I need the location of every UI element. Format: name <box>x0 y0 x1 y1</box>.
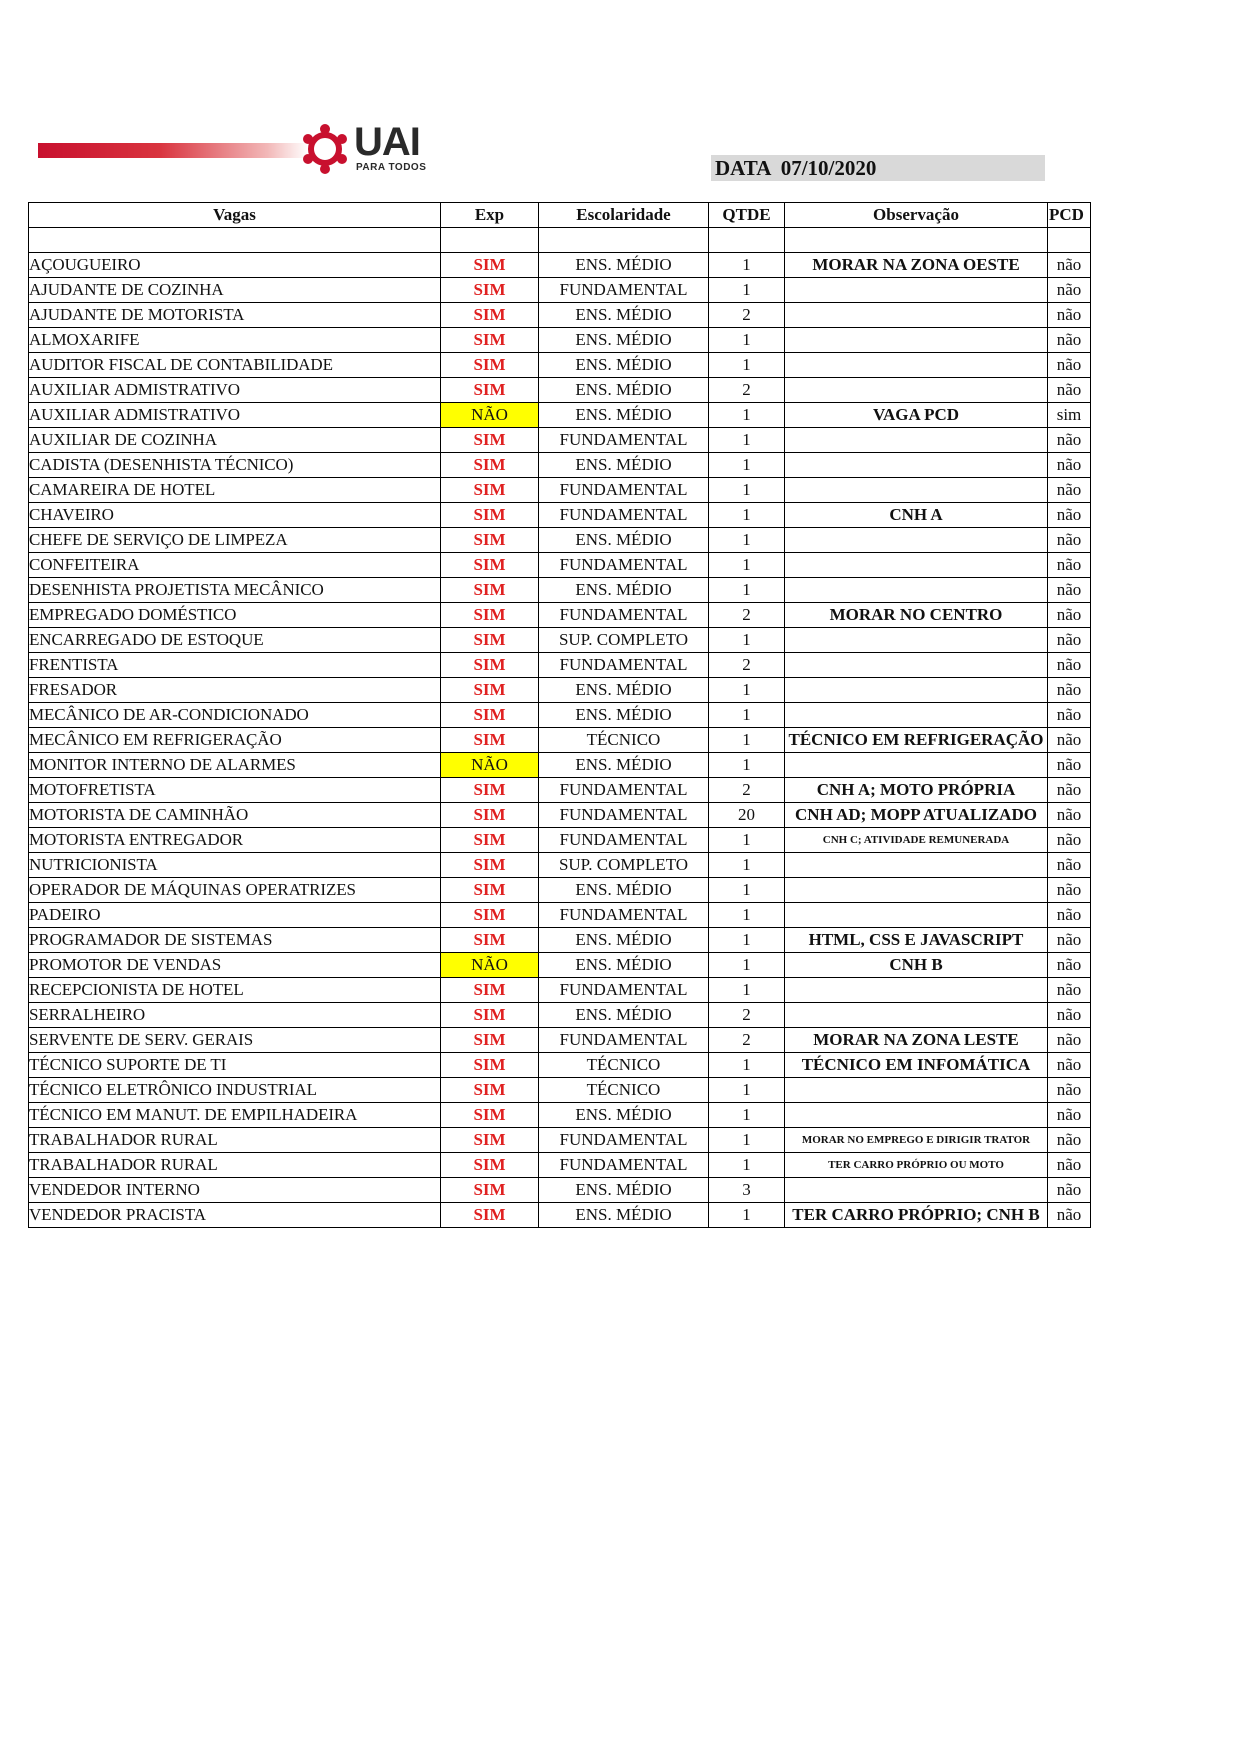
cell-vaga: FRESADOR <box>29 678 441 703</box>
cell-vaga: AUXILIAR DE COZINHA <box>29 428 441 453</box>
table-row <box>29 478 1091 503</box>
cell-escolaridade: SUP. COMPLETO <box>539 853 709 878</box>
cell-exp: SIM <box>441 528 539 553</box>
cell-exp: SIM <box>441 303 539 328</box>
cell-observacao <box>785 578 1048 603</box>
cell-pcd: não <box>1048 428 1091 453</box>
cell-escolaridade: ENS. MÉDIO <box>539 878 709 903</box>
cell-escolaridade: ENS. MÉDIO <box>539 353 709 378</box>
table-row <box>29 703 1091 728</box>
cell-pcd: não <box>1048 553 1091 578</box>
cell-qtde: 1 <box>709 253 785 278</box>
cell-pcd: não <box>1048 753 1091 778</box>
people-circle-logo-icon <box>298 122 352 176</box>
cell-observacao: VAGA PCD <box>785 403 1048 428</box>
cell-escolaridade: TÉCNICO <box>539 1078 709 1103</box>
cell-pcd: não <box>1048 828 1091 853</box>
cell-vaga: MECÂNICO EM REFRIGERAÇÃO <box>29 728 441 753</box>
cell-qtde: 2 <box>709 1028 785 1053</box>
cell-pcd: não <box>1048 628 1091 653</box>
cell-pcd: não <box>1048 803 1091 828</box>
header-vagas: Vagas <box>29 203 441 228</box>
cell-qtde: 1 <box>709 878 785 903</box>
cell-vaga: VENDEDOR PRACISTA <box>29 1203 441 1228</box>
logo-tagline: PARA TODOS <box>356 162 427 173</box>
cell-observacao <box>785 853 1048 878</box>
cell-escolaridade: FUNDAMENTAL <box>539 278 709 303</box>
cell-vaga: OPERADOR DE MÁQUINAS OPERATRIZES <box>29 878 441 903</box>
cell-observacao: TÉCNICO EM REFRIGERAÇÃO <box>785 728 1048 753</box>
cell-exp: SIM <box>441 728 539 753</box>
cell-vaga: AÇOUGUEIRO <box>29 253 441 278</box>
date-label: DATA 07/10/2020 <box>711 155 1045 181</box>
cell-escolaridade: ENS. MÉDIO <box>539 328 709 353</box>
cell-pcd: não <box>1048 1128 1091 1153</box>
cell-qtde: 1 <box>709 1203 785 1228</box>
cell-exp: SIM <box>441 653 539 678</box>
cell-vaga: CHEFE DE SERVIÇO DE LIMPEZA <box>29 528 441 553</box>
cell-exp: SIM <box>441 678 539 703</box>
cell-observacao: CNH A; MOTO PRÓPRIA <box>785 778 1048 803</box>
cell-pcd: não <box>1048 253 1091 278</box>
cell-vaga: MECÂNICO DE AR-CONDICIONADO <box>29 703 441 728</box>
cell-vaga: ENCARREGADO DE ESTOQUE <box>29 628 441 653</box>
table-row <box>29 1153 1091 1178</box>
cell-vaga: TÉCNICO EM MANUT. DE EMPILHADEIRA <box>29 1103 441 1128</box>
cell-qtde: 1 <box>709 403 785 428</box>
cell-escolaridade: FUNDAMENTAL <box>539 903 709 928</box>
cell-exp: SIM <box>441 1128 539 1153</box>
cell-observacao: TER CARRO PRÓPRIO; CNH B <box>785 1203 1048 1228</box>
cell-pcd: não <box>1048 1203 1091 1228</box>
cell-vaga: TÉCNICO ELETRÔNICO INDUSTRIAL <box>29 1078 441 1103</box>
cell-escolaridade: FUNDAMENTAL <box>539 803 709 828</box>
cell-qtde: 2 <box>709 653 785 678</box>
cell-observacao <box>785 378 1048 403</box>
cell-escolaridade: TÉCNICO <box>539 728 709 753</box>
cell-observacao <box>785 653 1048 678</box>
cell-escolaridade: FUNDAMENTAL <box>539 503 709 528</box>
table-row <box>29 753 1091 778</box>
cell-exp: SIM <box>441 1178 539 1203</box>
cell-vaga: RECEPCIONISTA DE HOTEL <box>29 978 441 1003</box>
cell-qtde: 1 <box>709 1128 785 1153</box>
cell-vaga: EMPREGADO DOMÉSTICO <box>29 603 441 628</box>
cell-pcd: sim <box>1048 403 1091 428</box>
cell-escolaridade: ENS. MÉDIO <box>539 403 709 428</box>
cell-escolaridade: ENS. MÉDIO <box>539 703 709 728</box>
cell-pcd: não <box>1048 1028 1091 1053</box>
cell-escolaridade: FUNDAMENTAL <box>539 1128 709 1153</box>
cell-pcd: não <box>1048 703 1091 728</box>
cell-pcd: não <box>1048 903 1091 928</box>
cell-exp: SIM <box>441 378 539 403</box>
table-row <box>29 528 1091 553</box>
cell-observacao <box>785 1103 1048 1128</box>
empty-spacer-row <box>29 228 1091 253</box>
cell-vaga: AUXILIAR ADMISTRATIVO <box>29 378 441 403</box>
table-row <box>29 728 1091 753</box>
cell-exp: SIM <box>441 253 539 278</box>
cell-pcd: não <box>1048 578 1091 603</box>
cell-observacao: CNH A <box>785 503 1048 528</box>
cell-qtde: 1 <box>709 503 785 528</box>
cell-exp: SIM <box>441 578 539 603</box>
table-header-row <box>29 203 1091 228</box>
cell-observacao <box>785 903 1048 928</box>
table-row <box>29 1078 1091 1103</box>
cell-escolaridade: FUNDAMENTAL <box>539 778 709 803</box>
cell-exp: SIM <box>441 428 539 453</box>
cell-escolaridade: FUNDAMENTAL <box>539 478 709 503</box>
cell-exp: SIM <box>441 478 539 503</box>
cell-observacao <box>785 628 1048 653</box>
cell-pcd: não <box>1048 1003 1091 1028</box>
cell-exp: NÃO <box>441 403 539 428</box>
table-row <box>29 878 1091 903</box>
table-row <box>29 903 1091 928</box>
cell-escolaridade: ENS. MÉDIO <box>539 753 709 778</box>
cell-pcd: não <box>1048 453 1091 478</box>
header-escolaridade: Escolaridade <box>539 203 709 228</box>
cell-observacao <box>785 678 1048 703</box>
table-row <box>29 678 1091 703</box>
cell-qtde: 1 <box>709 478 785 503</box>
table-row <box>29 778 1091 803</box>
cell-exp: SIM <box>441 1103 539 1128</box>
cell-qtde: 1 <box>709 853 785 878</box>
cell-escolaridade: ENS. MÉDIO <box>539 578 709 603</box>
cell-escolaridade: FUNDAMENTAL <box>539 1153 709 1178</box>
table-row <box>29 403 1091 428</box>
cell-exp: SIM <box>441 978 539 1003</box>
cell-vaga: CHAVEIRO <box>29 503 441 528</box>
cell-exp: SIM <box>441 1053 539 1078</box>
cell-exp: SIM <box>441 1003 539 1028</box>
cell-qtde: 1 <box>709 1153 785 1178</box>
cell-qtde: 1 <box>709 628 785 653</box>
cell-pcd: não <box>1048 653 1091 678</box>
header-qtde: QTDE <box>709 203 785 228</box>
cell-observacao: TER CARRO PRÓPRIO OU MOTO <box>785 1153 1048 1178</box>
cell-exp: SIM <box>441 928 539 953</box>
cell-exp: SIM <box>441 553 539 578</box>
table-row <box>29 503 1091 528</box>
table-row <box>29 253 1091 278</box>
cell-observacao <box>785 1078 1048 1103</box>
cell-qtde: 1 <box>709 1103 785 1128</box>
table-row <box>29 1103 1091 1128</box>
cell-escolaridade: FUNDAMENTAL <box>539 978 709 1003</box>
cell-exp: NÃO <box>441 753 539 778</box>
cell-pcd: não <box>1048 528 1091 553</box>
cell-pcd: não <box>1048 1053 1091 1078</box>
cell-qtde: 1 <box>709 928 785 953</box>
cell-escolaridade: ENS. MÉDIO <box>539 1178 709 1203</box>
cell-vaga: SERVENTE DE SERV. GERAIS <box>29 1028 441 1053</box>
cell-observacao: CNH AD; MOPP ATUALIZADO <box>785 803 1048 828</box>
cell-pcd: não <box>1048 503 1091 528</box>
cell-exp: SIM <box>441 278 539 303</box>
table-row <box>29 828 1091 853</box>
cell-vaga: TRABALHADOR RURAL <box>29 1128 441 1153</box>
cell-escolaridade: FUNDAMENTAL <box>539 1028 709 1053</box>
cell-observacao <box>785 278 1048 303</box>
cell-exp: SIM <box>441 603 539 628</box>
cell-observacao <box>785 353 1048 378</box>
cell-pcd: não <box>1048 603 1091 628</box>
cell-exp: NÃO <box>441 953 539 978</box>
cell-qtde: 1 <box>709 553 785 578</box>
cell-vaga: AJUDANTE DE MOTORISTA <box>29 303 441 328</box>
cell-observacao: TÉCNICO EM INFOMÁTICA <box>785 1053 1048 1078</box>
cell-qtde: 1 <box>709 728 785 753</box>
header-exp: Exp <box>441 203 539 228</box>
cell-observacao: CNH C; ATIVIDADE REMUNERADA <box>785 828 1048 853</box>
table-row <box>29 428 1091 453</box>
cell-exp: SIM <box>441 878 539 903</box>
cell-escolaridade: ENS. MÉDIO <box>539 378 709 403</box>
header-red-bar <box>38 143 308 158</box>
cell-observacao <box>785 878 1048 903</box>
cell-vaga: SERRALHEIRO <box>29 1003 441 1028</box>
table-row <box>29 1178 1091 1203</box>
table-row <box>29 928 1091 953</box>
cell-qtde: 1 <box>709 328 785 353</box>
cell-observacao: MORAR NA ZONA LESTE <box>785 1028 1048 1053</box>
cell-qtde: 2 <box>709 1003 785 1028</box>
cell-escolaridade: ENS. MÉDIO <box>539 528 709 553</box>
cell-escolaridade: FUNDAMENTAL <box>539 828 709 853</box>
cell-vaga: CONFEITEIRA <box>29 553 441 578</box>
cell-qtde: 2 <box>709 303 785 328</box>
cell-qtde: 1 <box>709 678 785 703</box>
cell-exp: SIM <box>441 628 539 653</box>
cell-pcd: não <box>1048 878 1091 903</box>
cell-pcd: não <box>1048 1103 1091 1128</box>
cell-qtde: 1 <box>709 903 785 928</box>
cell-vaga: ALMOXARIFE <box>29 328 441 353</box>
cell-vaga: NUTRICIONISTA <box>29 853 441 878</box>
header-pcd: PCD <box>1048 203 1091 228</box>
cell-observacao <box>785 553 1048 578</box>
cell-pcd: não <box>1048 978 1091 1003</box>
cell-escolaridade: ENS. MÉDIO <box>539 1003 709 1028</box>
cell-qtde: 1 <box>709 1053 785 1078</box>
cell-qtde: 1 <box>709 703 785 728</box>
table-row <box>29 603 1091 628</box>
cell-vaga: PROMOTOR DE VENDAS <box>29 953 441 978</box>
cell-qtde: 3 <box>709 1178 785 1203</box>
cell-pcd: não <box>1048 728 1091 753</box>
cell-escolaridade: ENS. MÉDIO <box>539 253 709 278</box>
cell-pcd: não <box>1048 278 1091 303</box>
cell-pcd: não <box>1048 928 1091 953</box>
cell-pcd: não <box>1048 478 1091 503</box>
cell-exp: SIM <box>441 803 539 828</box>
cell-qtde: 1 <box>709 353 785 378</box>
cell-vaga: TÉCNICO SUPORTE DE TI <box>29 1053 441 1078</box>
cell-pcd: não <box>1048 853 1091 878</box>
table-row <box>29 1128 1091 1153</box>
cell-vaga: MONITOR INTERNO DE ALARMES <box>29 753 441 778</box>
cell-pcd: não <box>1048 328 1091 353</box>
cell-qtde: 1 <box>709 1078 785 1103</box>
cell-escolaridade: FUNDAMENTAL <box>539 603 709 628</box>
cell-vaga: CAMAREIRA DE HOTEL <box>29 478 441 503</box>
cell-vaga: MOTORISTA DE CAMINHÃO <box>29 803 441 828</box>
cell-observacao <box>785 303 1048 328</box>
cell-observacao <box>785 453 1048 478</box>
cell-pcd: não <box>1048 778 1091 803</box>
cell-vaga: MOTOFRETISTA <box>29 778 441 803</box>
cell-qtde: 20 <box>709 803 785 828</box>
table-row <box>29 578 1091 603</box>
table-row <box>29 1003 1091 1028</box>
cell-vaga: AUXILIAR ADMISTRATIVO <box>29 403 441 428</box>
cell-observacao <box>785 428 1048 453</box>
cell-escolaridade: FUNDAMENTAL <box>539 553 709 578</box>
cell-qtde: 1 <box>709 753 785 778</box>
cell-qtde: 1 <box>709 278 785 303</box>
cell-exp: SIM <box>441 828 539 853</box>
cell-vaga: FRENTISTA <box>29 653 441 678</box>
cell-exp: SIM <box>441 778 539 803</box>
table-body <box>29 228 1091 1228</box>
cell-observacao <box>785 1178 1048 1203</box>
cell-escolaridade: ENS. MÉDIO <box>539 303 709 328</box>
cell-exp: SIM <box>441 1028 539 1053</box>
table-row <box>29 378 1091 403</box>
table-row <box>29 278 1091 303</box>
cell-observacao: HTML, CSS E JAVASCRIPT <box>785 928 1048 953</box>
cell-escolaridade: ENS. MÉDIO <box>539 1103 709 1128</box>
table-row <box>29 803 1091 828</box>
cell-pcd: não <box>1048 953 1091 978</box>
cell-escolaridade: ENS. MÉDIO <box>539 453 709 478</box>
table-row <box>29 628 1091 653</box>
cell-pcd: não <box>1048 1153 1091 1178</box>
cell-pcd: não <box>1048 678 1091 703</box>
cell-exp: SIM <box>441 328 539 353</box>
cell-qtde: 2 <box>709 778 785 803</box>
cell-escolaridade: FUNDAMENTAL <box>539 428 709 453</box>
cell-vaga: DESENHISTA PROJETISTA MECÂNICO <box>29 578 441 603</box>
cell-qtde: 1 <box>709 453 785 478</box>
cell-escolaridade: SUP. COMPLETO <box>539 628 709 653</box>
cell-qtde: 1 <box>709 528 785 553</box>
cell-escolaridade: ENS. MÉDIO <box>539 678 709 703</box>
cell-escolaridade: ENS. MÉDIO <box>539 953 709 978</box>
table-row <box>29 303 1091 328</box>
cell-pcd: não <box>1048 303 1091 328</box>
cell-vaga: CADISTA (DESENHISTA TÉCNICO) <box>29 453 441 478</box>
cell-escolaridade: TÉCNICO <box>539 1053 709 1078</box>
cell-observacao <box>785 528 1048 553</box>
cell-observacao: CNH B <box>785 953 1048 978</box>
cell-observacao <box>785 478 1048 503</box>
cell-escolaridade: ENS. MÉDIO <box>539 1203 709 1228</box>
cell-vaga: AJUDANTE DE COZINHA <box>29 278 441 303</box>
table-row <box>29 553 1091 578</box>
table-row <box>29 853 1091 878</box>
cell-observacao <box>785 978 1048 1003</box>
cell-pcd: não <box>1048 378 1091 403</box>
cell-observacao: MORAR NO CENTRO <box>785 603 1048 628</box>
cell-observacao: MORAR NO EMPREGO E DIRIGIR TRATOR <box>785 1128 1048 1153</box>
cell-exp: SIM <box>441 1078 539 1103</box>
cell-qtde: 2 <box>709 378 785 403</box>
cell-observacao <box>785 328 1048 353</box>
cell-exp: SIM <box>441 353 539 378</box>
logo-wordmark: UAI <box>354 120 420 164</box>
cell-exp: SIM <box>441 453 539 478</box>
cell-vaga: MOTORISTA ENTREGADOR <box>29 828 441 853</box>
table-row <box>29 1053 1091 1078</box>
cell-observacao <box>785 753 1048 778</box>
cell-observacao <box>785 703 1048 728</box>
uai-logo <box>298 118 428 182</box>
table-row <box>29 1203 1091 1228</box>
vacancies-table <box>28 202 1091 1228</box>
cell-exp: SIM <box>441 903 539 928</box>
cell-vaga: AUDITOR FISCAL DE CONTABILIDADE <box>29 353 441 378</box>
cell-exp: SIM <box>441 1203 539 1228</box>
table-row <box>29 953 1091 978</box>
cell-exp: SIM <box>441 703 539 728</box>
cell-observacao <box>785 1003 1048 1028</box>
table-row <box>29 1028 1091 1053</box>
cell-exp: SIM <box>441 503 539 528</box>
table-row <box>29 328 1091 353</box>
cell-qtde: 1 <box>709 828 785 853</box>
cell-pcd: não <box>1048 353 1091 378</box>
cell-escolaridade: FUNDAMENTAL <box>539 653 709 678</box>
cell-vaga: VENDEDOR INTERNO <box>29 1178 441 1203</box>
cell-exp: SIM <box>441 1153 539 1178</box>
cell-vaga: TRABALHADOR RURAL <box>29 1153 441 1178</box>
table-row <box>29 353 1091 378</box>
cell-qtde: 1 <box>709 953 785 978</box>
cell-vaga: PADEIRO <box>29 903 441 928</box>
cell-exp: SIM <box>441 853 539 878</box>
cell-qtde: 1 <box>709 428 785 453</box>
cell-observacao: MORAR NA ZONA OESTE <box>785 253 1048 278</box>
cell-qtde: 2 <box>709 603 785 628</box>
cell-vaga: PROGRAMADOR DE SISTEMAS <box>29 928 441 953</box>
table-row <box>29 453 1091 478</box>
cell-pcd: não <box>1048 1078 1091 1103</box>
cell-qtde: 1 <box>709 978 785 1003</box>
header-observacao: Observação <box>785 203 1048 228</box>
table-row <box>29 978 1091 1003</box>
cell-escolaridade: ENS. MÉDIO <box>539 928 709 953</box>
cell-pcd: não <box>1048 1178 1091 1203</box>
table-row <box>29 653 1091 678</box>
cell-qtde: 1 <box>709 578 785 603</box>
